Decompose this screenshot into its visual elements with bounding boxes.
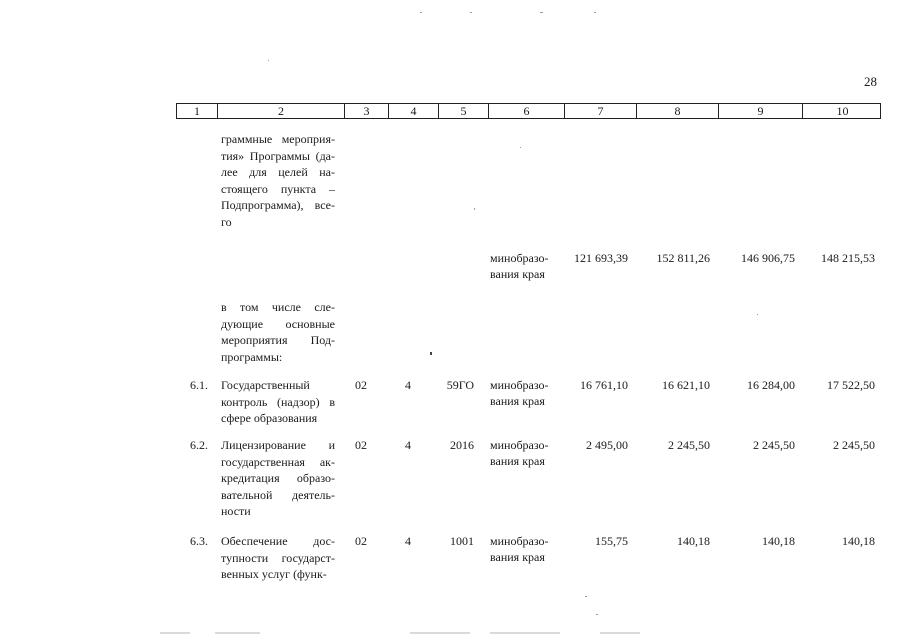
subtotal-value-col10: 148 215,53: [821, 251, 875, 265]
row-number: 6.2.: [190, 438, 208, 452]
text-line: в том числе сле-: [221, 300, 335, 314]
row-executor: [490, 533, 549, 565]
row-code-col4: 4: [405, 438, 411, 452]
row-code-col4: 4: [405, 378, 411, 392]
row-code-col3: 02: [355, 534, 367, 548]
text-line: мероприятия Под-: [221, 333, 335, 347]
column-header-8: 8: [636, 104, 718, 118]
text-line: минобразо-: [490, 438, 549, 452]
column-header-9: 9: [718, 104, 802, 118]
row-value-col9: 140,18: [762, 534, 795, 548]
row-code-col5: 1001: [450, 534, 474, 548]
column-header-2: 2: [217, 104, 344, 118]
row-value-col10: 140,18: [842, 534, 875, 548]
row-value-col8: 140,18: [677, 534, 710, 548]
text-line: Подпрограмма), все-: [221, 198, 335, 212]
text-line: вания края: [490, 550, 545, 564]
row-number: 6.3.: [190, 534, 208, 548]
text-line: лее для целей на-: [221, 165, 335, 179]
text-line: вательной деятель-: [221, 487, 335, 502]
text-line: тия» Программы (да-: [221, 148, 335, 163]
row-name: [221, 437, 335, 520]
section-name-continuation: [221, 131, 335, 230]
column-header-3: 3: [344, 104, 388, 118]
row-value-col8: 2 245,50: [668, 438, 710, 452]
subtotal-executor: [490, 250, 549, 282]
column-header-7: 7: [564, 104, 636, 118]
row-value-col10: 2 245,50: [833, 438, 875, 452]
text-line: программы:: [221, 349, 283, 364]
row-name: [221, 377, 335, 427]
text-line: минобразо-: [490, 251, 549, 265]
including-note: [221, 299, 335, 365]
row-value-col9: 2 245,50: [753, 438, 795, 452]
text-line: вания края: [490, 454, 545, 468]
text-line: дующие основные: [221, 316, 335, 331]
row-code-col3: 02: [355, 438, 367, 452]
text-line: минобразо-: [490, 534, 549, 548]
column-header-6: 6: [488, 104, 564, 118]
text-line: го: [221, 214, 232, 229]
text-line: ности: [221, 504, 251, 518]
text-line: вания края: [490, 394, 545, 408]
text-line: сфере образования: [221, 411, 318, 425]
row-code-col3: 02: [355, 378, 367, 392]
row-executor: [490, 437, 549, 469]
text-line: венных услуг (функ-: [221, 567, 327, 581]
text-line: минобразо-: [490, 378, 549, 392]
row-value-col7: 16 761,10: [580, 378, 628, 392]
row-value-col9: 16 284,00: [747, 378, 795, 392]
row-value-col7: 2 495,00: [586, 438, 628, 452]
text-line: тупности государст-: [221, 550, 335, 565]
subtotal-value-col8: 152 811,26: [656, 251, 710, 265]
row-executor: [490, 377, 549, 409]
text-line: кредитация образо-: [221, 471, 335, 485]
column-header-4: 4: [388, 104, 438, 118]
subtotal-value-col7: 121 693,39: [574, 251, 628, 265]
text-line: контроль (надзор) в: [221, 394, 335, 409]
row-number: 6.1.: [190, 378, 208, 392]
text-line: стоящего пункта –: [221, 181, 335, 196]
text-line: Лицензирование и: [221, 438, 335, 452]
row-value-col10: 17 522,50: [827, 378, 875, 392]
text-line: граммные мероприя-: [221, 132, 335, 146]
text-line: государственная ак-: [221, 454, 335, 469]
text-line: вания края: [490, 267, 545, 281]
page-number: 28: [864, 74, 877, 89]
text-line: Государственный: [221, 378, 310, 392]
row-value-col7: 155,75: [595, 534, 628, 548]
row-code-col5: 59ГО: [446, 378, 474, 392]
column-header-10: 10: [802, 104, 882, 118]
text-line: Обеспечение дос-: [221, 534, 335, 548]
column-header-5: 5: [438, 104, 488, 118]
row-name: [221, 533, 335, 583]
row-code-col5: 2016: [450, 438, 474, 452]
column-numbering-row: [176, 103, 881, 119]
row-code-col4: 4: [405, 534, 411, 548]
row-value-col8: 16 621,10: [662, 378, 710, 392]
subtotal-value-col9: 146 906,75: [741, 251, 795, 265]
column-header-1: 1: [194, 104, 200, 118]
